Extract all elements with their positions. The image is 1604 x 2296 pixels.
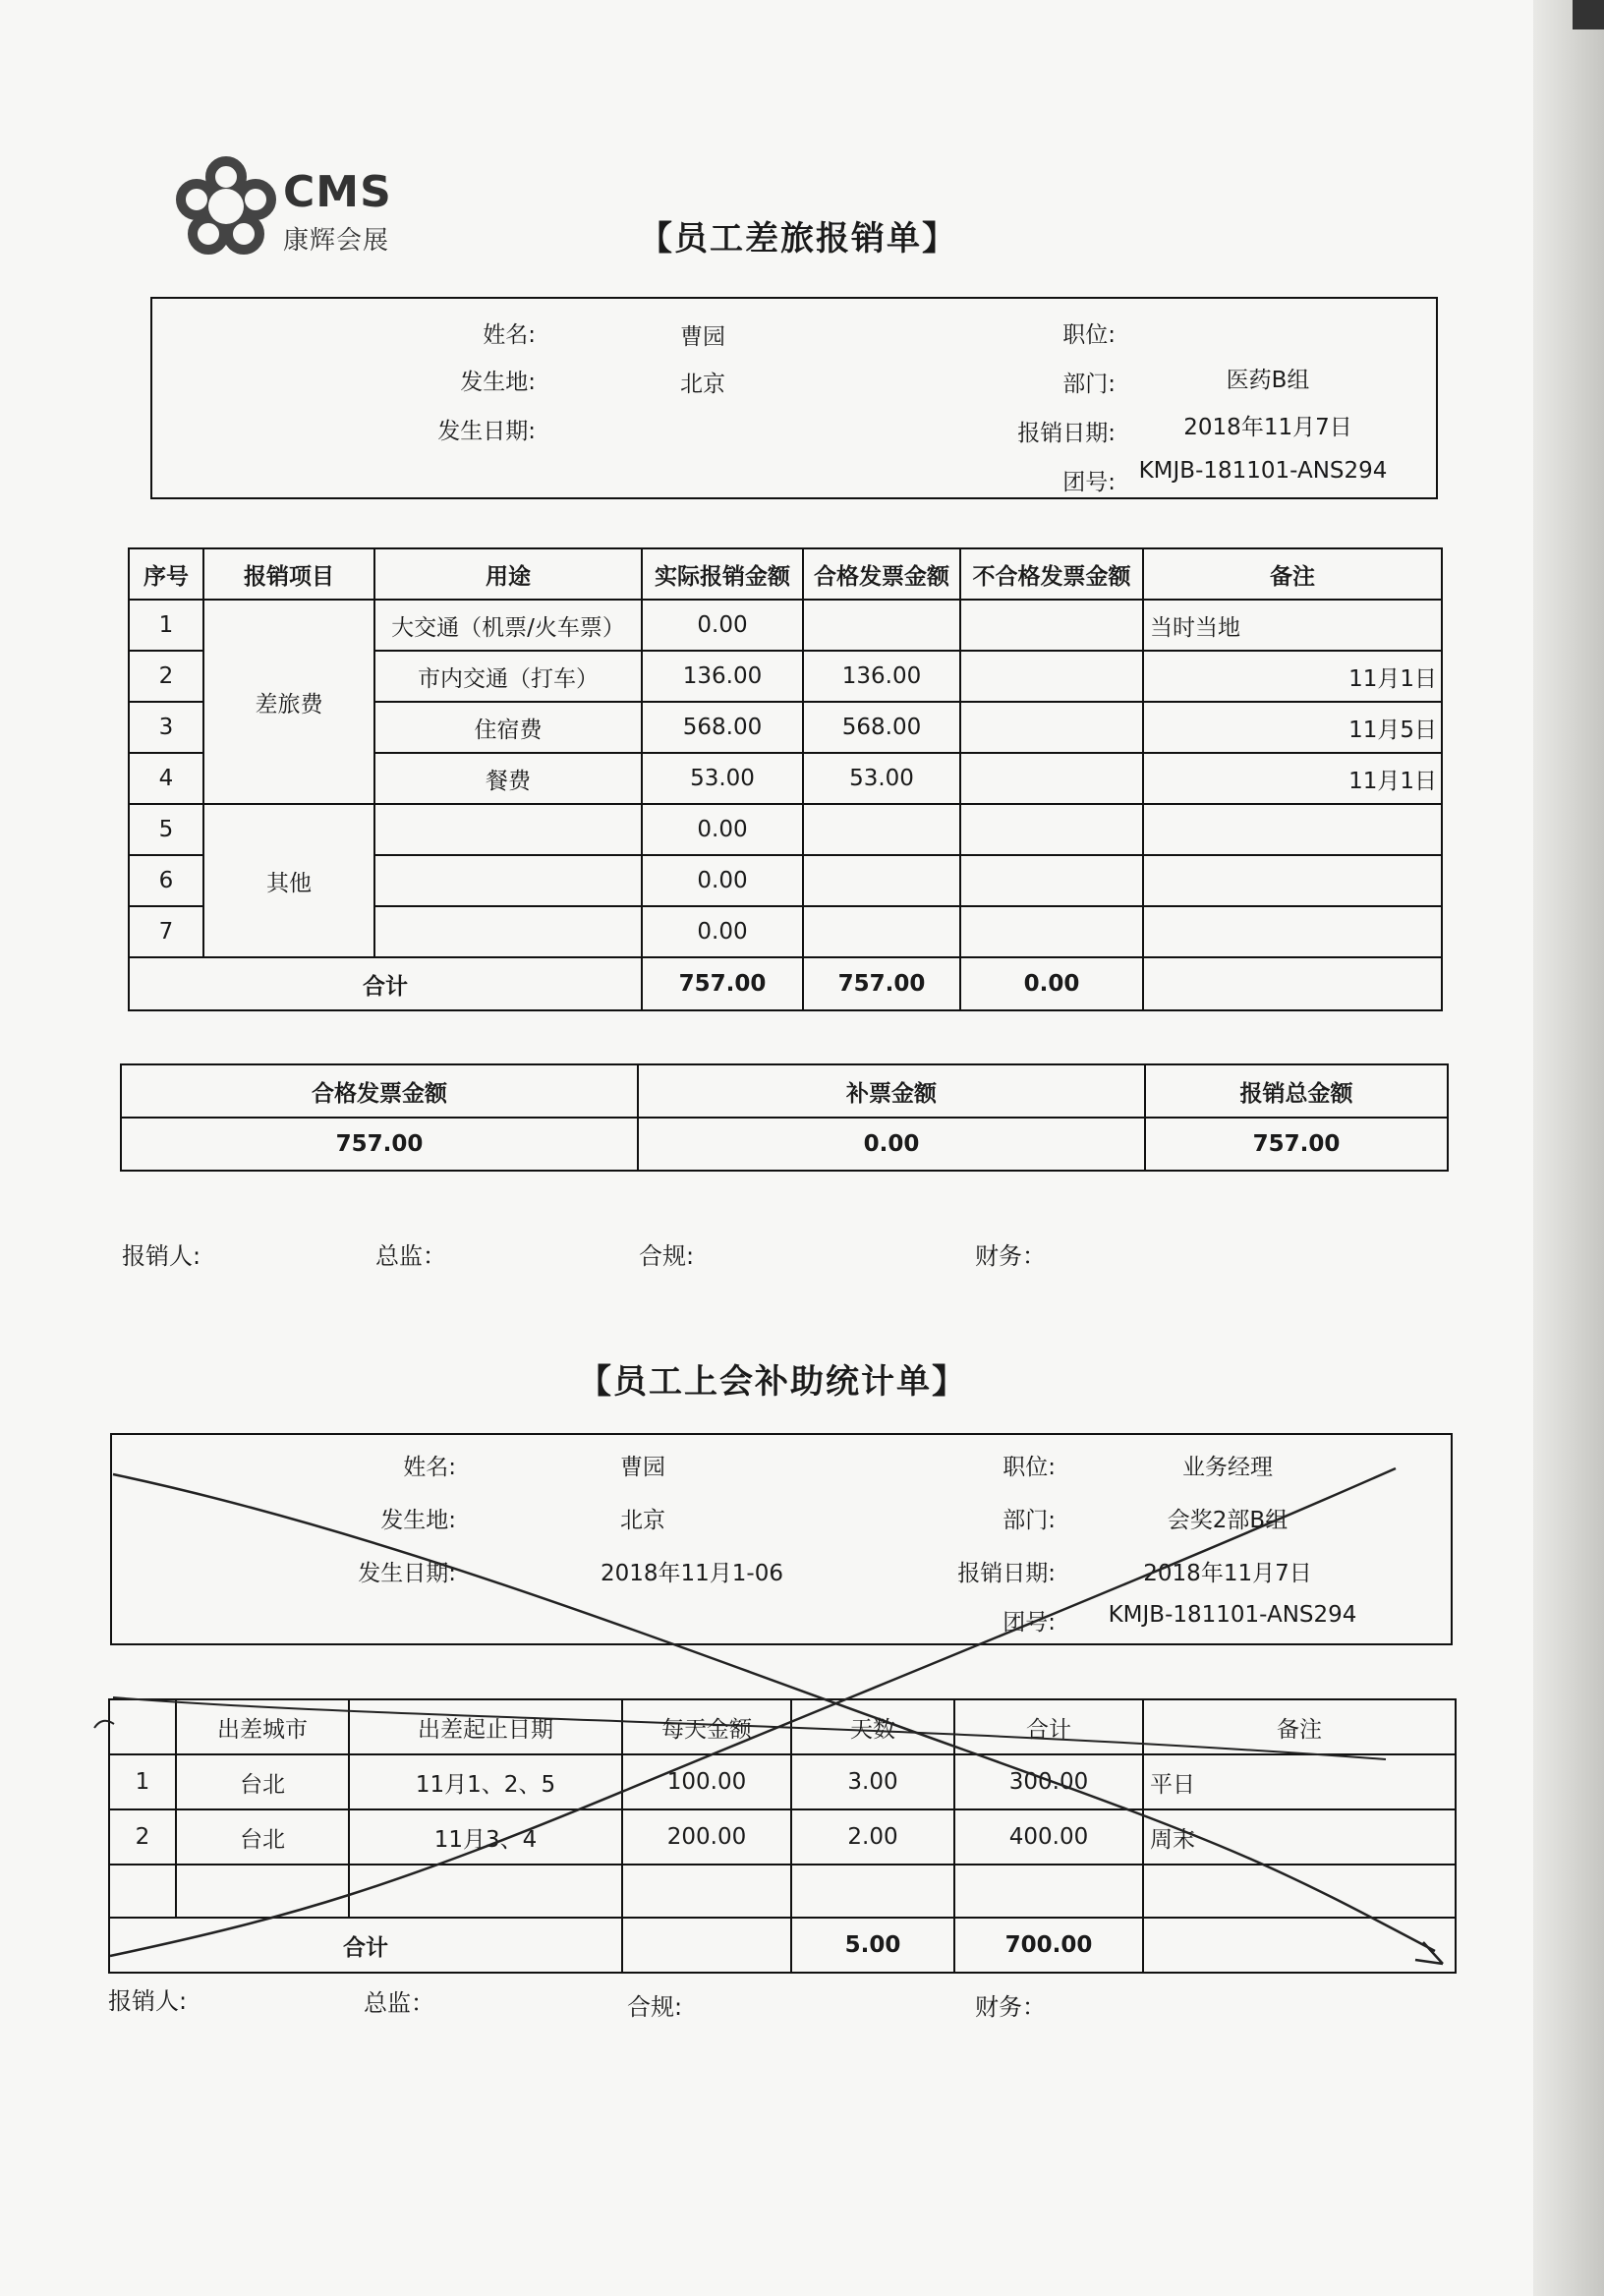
row-unqualified: [960, 855, 1143, 906]
name-label: 姓名:: [403, 1455, 456, 1480]
category-travel: 差旅费: [203, 600, 374, 804]
dept-value: 医药B组: [1226, 368, 1310, 393]
col-header: 用途: [374, 548, 642, 600]
col-header: 合计: [954, 1699, 1143, 1754]
row-use: 住宿费: [374, 702, 642, 753]
sig-compliance: 合规:: [639, 1242, 695, 1270]
total-note: [1143, 957, 1442, 1010]
summary-total-label: 报销总金额: [1145, 1064, 1448, 1118]
row-unqualified: [960, 906, 1143, 957]
row-use: 市内交通（打车）: [374, 651, 642, 702]
sig-compliance: 合规:: [627, 1993, 683, 2021]
table-row: [109, 1865, 1456, 1918]
cms-logo: [175, 155, 401, 258]
row-city: 台北: [176, 1809, 349, 1865]
dept-label: 部门:: [1002, 1508, 1056, 1533]
row-use: [374, 906, 642, 957]
row-total: [954, 1865, 1143, 1918]
reimb-date-value: 2018年11月7日: [1183, 415, 1352, 440]
row-actual: 568.00: [642, 702, 803, 753]
row-unqualified: [960, 753, 1143, 804]
row-actual: 0.00: [642, 804, 803, 855]
total-qualified: 757.00: [803, 957, 960, 1010]
summary-qualified-label: 合格发票金额: [121, 1064, 638, 1118]
group-label: 团号:: [1002, 1610, 1056, 1636]
place-label: 发生地:: [460, 370, 536, 395]
row-actual: 53.00: [642, 753, 803, 804]
logo-brand-cn: 康辉会展: [283, 226, 390, 256]
row-note: 11月1日: [1143, 753, 1442, 804]
sig-finance: 财务：: [975, 1993, 1046, 2021]
date-value: 2018年11月1-06: [601, 1561, 783, 1586]
row-daily: 200.00: [622, 1809, 791, 1865]
total-label: 合计: [129, 957, 642, 1010]
place-value: 北京: [680, 372, 725, 397]
summary-qualified-value: 757.00: [121, 1118, 638, 1171]
row-daily: [622, 1865, 791, 1918]
row-note: 11月1日: [1143, 651, 1442, 702]
sig-finance: 财务：: [975, 1242, 1046, 1270]
row-note: 平日: [1143, 1754, 1456, 1809]
row-unqualified: [960, 804, 1143, 855]
col-header: 序号: [129, 548, 203, 600]
total-note: [1143, 1918, 1456, 1973]
row-total: 300.00: [954, 1754, 1143, 1809]
dept-value: 会奖2部B组: [1167, 1508, 1289, 1533]
form2-header-box: [110, 1433, 1453, 1645]
total-days: 5.00: [791, 1918, 954, 1973]
sig-director: 总监：: [375, 1242, 446, 1270]
form1-summary-table: [120, 1063, 1449, 1172]
row-note: [1143, 906, 1442, 957]
col-header: 备注: [1143, 548, 1442, 600]
row-note: [1143, 804, 1442, 855]
row-no: 2: [129, 651, 203, 702]
row-no: 1: [109, 1754, 176, 1809]
row-days: [791, 1865, 954, 1918]
col-header: 实际报销金额: [642, 548, 803, 600]
row-no: 3: [129, 702, 203, 753]
form1-title: 【员工差旅报销单】: [639, 219, 957, 258]
place-label: 发生地:: [380, 1508, 456, 1533]
row-qualified: 53.00: [803, 753, 960, 804]
flower-logo-icon: [175, 155, 278, 258]
summary-supplement-value: 0.00: [638, 1118, 1145, 1171]
row-note: 当时当地: [1143, 600, 1442, 651]
col-header: 不合格发票金额: [960, 548, 1143, 600]
col-header: 合格发票金额: [803, 548, 960, 600]
scan-corner: [1573, 0, 1604, 29]
row-actual: 0.00: [642, 906, 803, 957]
form1-expense-table: [128, 547, 1443, 1011]
summary-total-value: 757.00: [1145, 1118, 1448, 1171]
col-header: 出差城市: [176, 1699, 349, 1754]
reimb-date-value: 2018年11月7日: [1143, 1561, 1312, 1586]
row-actual: 136.00: [642, 651, 803, 702]
group-value: KMJB-181101-ANS294: [1138, 458, 1388, 484]
row-city: 台北: [176, 1754, 349, 1809]
row-dates: 11月3、4: [349, 1809, 622, 1865]
form1-header-box: [150, 297, 1438, 499]
col-header: 天数: [791, 1699, 954, 1754]
reimb-date-label: 报销日期:: [957, 1561, 1056, 1586]
row-note: [1143, 855, 1442, 906]
row-no: [109, 1865, 176, 1918]
reimb-date-label: 报销日期:: [1017, 421, 1116, 446]
row-unqualified: [960, 600, 1143, 651]
total-daily: [622, 1918, 791, 1973]
position-label: 职位:: [1062, 322, 1116, 348]
col-header: [109, 1699, 176, 1754]
row-use: [374, 804, 642, 855]
place-value: 北京: [620, 1508, 665, 1533]
total-actual: 757.00: [642, 957, 803, 1010]
row-qualified: 136.00: [803, 651, 960, 702]
position-value: 业务经理: [1182, 1455, 1273, 1480]
form2-title: 【员工上会补助统计单】: [578, 1362, 967, 1402]
col-header: 报销项目: [203, 548, 374, 600]
row-unqualified: [960, 702, 1143, 753]
row-no: 5: [129, 804, 203, 855]
row-qualified: [803, 804, 960, 855]
row-note: [1143, 1865, 1456, 1918]
row-no: 4: [129, 753, 203, 804]
table-row: [109, 1754, 1456, 1809]
sig-claimant: 报销人:: [108, 1987, 188, 2015]
dept-label: 部门:: [1062, 372, 1116, 397]
row-use: [374, 855, 642, 906]
col-header: 出差起止日期: [349, 1699, 622, 1754]
row-actual: 0.00: [642, 600, 803, 651]
row-qualified: [803, 855, 960, 906]
row-qualified: [803, 600, 960, 651]
name-value: 曹园: [680, 324, 725, 350]
table-row: [109, 1809, 1456, 1865]
table-row: [129, 804, 1442, 855]
total-label: 合计: [109, 1918, 622, 1973]
row-qualified: 568.00: [803, 702, 960, 753]
total-amount: 700.00: [954, 1918, 1143, 1973]
row-no: 1: [129, 600, 203, 651]
row-dates: [349, 1865, 622, 1918]
table-row: [129, 600, 1442, 651]
row-dates: 11月1、2、5: [349, 1754, 622, 1809]
row-no: 7: [129, 906, 203, 957]
form2-subsidy-table: [108, 1698, 1457, 1974]
row-use: 餐费: [374, 753, 642, 804]
col-header: 每天金额: [622, 1699, 791, 1754]
col-header: 备注: [1143, 1699, 1456, 1754]
row-note: 11月5日: [1143, 702, 1442, 753]
sig-director: 总监：: [364, 1989, 434, 2017]
total-unqualified: 0.00: [960, 957, 1143, 1010]
table-header-row: [129, 548, 1442, 600]
position-label: 职位:: [1002, 1455, 1056, 1480]
category-other: 其他: [203, 804, 374, 957]
row-days: 3.00: [791, 1754, 954, 1809]
total-row: [109, 1918, 1456, 1973]
row-city: [176, 1865, 349, 1918]
date-label: 发生日期:: [437, 419, 536, 444]
group-label: 团号:: [1062, 470, 1116, 495]
row-unqualified: [960, 651, 1143, 702]
name-label: 姓名:: [483, 322, 536, 348]
row-qualified: [803, 906, 960, 957]
row-use: 大交通（机票/火车票）: [374, 600, 642, 651]
total-row: [129, 957, 1442, 1010]
date-label: 发生日期:: [358, 1561, 456, 1586]
logo-brand: CMS: [283, 167, 392, 217]
row-no: 6: [129, 855, 203, 906]
row-total: 400.00: [954, 1809, 1143, 1865]
row-actual: 0.00: [642, 855, 803, 906]
paper-edge: [1533, 0, 1604, 2296]
name-value: 曹园: [620, 1455, 665, 1480]
group-value: KMJB-181101-ANS294: [1108, 1602, 1357, 1628]
sig-claimant: 报销人:: [122, 1242, 201, 1270]
table-header-row: [109, 1699, 1456, 1754]
row-daily: 100.00: [622, 1754, 791, 1809]
summary-supplement-label: 补票金额: [638, 1064, 1145, 1118]
row-days: 2.00: [791, 1809, 954, 1865]
row-no: 2: [109, 1809, 176, 1865]
row-note: 周末: [1143, 1809, 1456, 1865]
